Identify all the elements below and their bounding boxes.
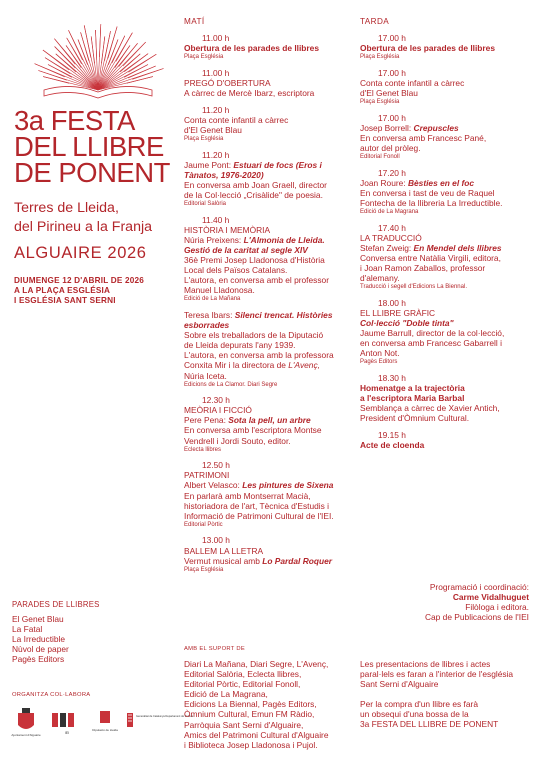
diputacio-logo — [88, 707, 122, 742]
book-page-ray — [120, 54, 140, 72]
event-text: i Joan Ramon Zaballos, professor — [360, 262, 486, 273]
event-line — [184, 491, 354, 501]
event-line — [184, 371, 354, 381]
event-text: historiadora de l'art, Tècnica d'Estudis i — [184, 500, 330, 511]
support-list — [184, 659, 359, 750]
event-text: d'El Genet Blau — [360, 87, 418, 98]
event-text: Sobre els treballadors de la Diputació — [184, 330, 324, 341]
event-line — [360, 328, 530, 338]
event-note: Plaça Església — [184, 566, 224, 573]
event-line — [184, 350, 354, 360]
event-line — [184, 125, 354, 135]
note-line: paral·lels es faran a l'interior de l'església — [360, 669, 514, 680]
afternoon-heading: TARDA — [360, 17, 390, 26]
event-note: Editorial Salòria — [184, 201, 227, 207]
book-page-ray — [84, 25, 91, 57]
event-time: 11.40 h — [202, 214, 230, 225]
book-page-ray — [56, 54, 76, 72]
event-text: esborrades — [184, 320, 230, 331]
event-text: Conta conte infantil a càrrec — [360, 77, 465, 88]
event-line — [184, 160, 354, 170]
event-line — [360, 318, 530, 328]
schedule-event — [360, 223, 530, 292]
event-note: Plaça Església — [360, 99, 400, 106]
support-line: Òmnium Cultural, Emun FM Ràdio, — [184, 709, 315, 720]
event-text: Pere Pena: — [184, 415, 229, 426]
book-page-ray — [124, 54, 148, 72]
svg-text:Ajuntament d'Alguaire: Ajuntament d'Alguaire — [11, 733, 41, 737]
coord-line: Cap de Publicacions de l'IEI — [424, 612, 529, 623]
event-text: PREGÓ D'OBERTURA — [184, 77, 271, 88]
event-text: Manuel Lladonosa. — [184, 285, 255, 296]
event-line — [360, 263, 530, 273]
stall-item: La Irreductible — [12, 634, 66, 645]
event-title: Silenci trencat. Històries — [234, 309, 333, 320]
event-text: EL LLIBRE GRÀFIC — [360, 307, 436, 318]
event-line — [360, 78, 530, 88]
event-line — [360, 383, 530, 393]
morning-heading: MATÍ — [184, 17, 205, 26]
book-illustration — [38, 12, 158, 104]
stall-item: Pagès Editors — [12, 654, 65, 665]
event-time: 17.00 h — [378, 33, 406, 43]
schedule-event — [360, 430, 530, 450]
event-text: Obertura de les parades de llibres — [184, 43, 319, 54]
book-page-ray — [55, 47, 76, 69]
event-text: Conversa entre Natàlia Virgili, editora, — [360, 252, 501, 263]
event-text: Vermut musical amb — [184, 555, 263, 566]
event-note: Traducció i segell d'Edicions La Biennal. — [360, 284, 467, 291]
date-line: I ESGLÉSIA SANT SERNI — [14, 295, 116, 305]
support-line: Editorial Salòria, Eclecta llibres, — [184, 669, 302, 680]
event-text: En conversa i tast de veu de Raquel — [360, 187, 495, 198]
event-line — [184, 340, 354, 350]
event-note: Editorial Fonoll — [360, 154, 400, 161]
event-text: 36è Premi Josep Lladonosa d'Història — [184, 254, 325, 265]
event-line — [360, 88, 530, 98]
stall-item: Nùvol de paper — [12, 644, 69, 655]
event-text: d'El Genet Blau — [184, 124, 242, 135]
svg-text:Diputació de Lleida: Diputació de Lleida — [92, 728, 118, 732]
event-line — [360, 253, 530, 263]
event-text: HISTÒRIA I MEMÒRIA — [184, 224, 271, 235]
event-line — [360, 143, 530, 153]
event-italic: L'Avenç, — [288, 360, 320, 371]
event-time: 11.20 h — [202, 149, 230, 160]
event-line — [184, 425, 354, 435]
coord-line: Programació i coordinació: — [429, 582, 529, 592]
stall-item: La Fatal — [12, 624, 43, 635]
event-text: L'autora, en conversa amb la professora — [184, 350, 334, 361]
event-line — [184, 78, 354, 88]
event-line — [360, 198, 530, 208]
coord-line: Filòloga i editora. — [465, 602, 529, 613]
event-title: L'Almonia de Lleida. — [243, 234, 325, 245]
book-page-ray — [123, 42, 146, 66]
venue-note — [360, 659, 535, 730]
date-line: DIUMENGE 12 D'ABRIL DE 2026 — [14, 276, 145, 285]
event-line — [184, 285, 354, 295]
event-time: 11.00 h — [202, 67, 230, 78]
event-time: 17.40 h — [378, 222, 406, 233]
morning-events — [184, 33, 354, 574]
event-text: autor del pròleg. — [360, 142, 421, 153]
event-title: Lo Pardal Roquer — [262, 555, 333, 566]
event-time: 12.50 h — [202, 460, 230, 471]
coordination-credit — [425, 582, 529, 622]
event-text: Col·lecció "Doble tinta" — [360, 317, 454, 328]
event-line — [184, 480, 354, 490]
alguaire-council-logo — [11, 707, 41, 742]
event-text: Joan Roure: — [360, 177, 408, 188]
event-text: Homenatge a la trajectòria — [360, 383, 465, 393]
event-text: L'autora, en conversa amb el professor — [184, 275, 329, 286]
svg-text:Generalitat de Catalunya Depar: Generalitat de Catalunya Departament de Cultura — [136, 715, 194, 718]
event-text: En conversa amb Francesc Pané, — [360, 132, 487, 143]
event-time: 19.15 h — [378, 429, 406, 440]
event-line — [360, 178, 530, 188]
book-page-ray — [43, 50, 69, 70]
event-text: Tànatos, 1976-2020) — [184, 169, 264, 180]
schedule-event — [184, 310, 354, 389]
event-line — [184, 245, 354, 255]
event-line — [184, 360, 354, 370]
event-time: 17.00 h — [378, 67, 406, 78]
note-line: Les presentacions de llibres i actes — [360, 659, 491, 669]
event-note: Eclecta llibres — [184, 446, 222, 453]
event-text: Teresa Ibars: — [184, 309, 235, 320]
event-line — [184, 511, 354, 521]
event-line — [184, 320, 354, 330]
event-text: En parlarà amb Montserrat Macià, — [184, 490, 311, 501]
book-page-ray — [127, 77, 153, 84]
support-line: Parròquia Sant Serni d'Alguaire, — [184, 719, 304, 730]
event-text: Conxita Mir i la directora de — [184, 360, 289, 371]
morning-schedule — [184, 17, 354, 580]
event-line — [184, 546, 354, 556]
schedule-event — [360, 68, 530, 106]
event-note: Editorial Pòrtic — [184, 521, 223, 528]
book-page-ray — [105, 31, 111, 60]
event-text: a l'escriptora Maria Barbal — [360, 393, 465, 404]
event-note: Plaça Església — [184, 54, 224, 61]
afternoon-schedule — [360, 17, 530, 457]
title-line: 3a FESTA — [14, 105, 135, 136]
coordinator-name: Carme Vidalhuguet — [452, 592, 529, 603]
svg-text:IEI: IEI — [64, 731, 70, 735]
event-note: Pagès Editors — [360, 359, 398, 366]
generalitat-logo — [126, 707, 194, 742]
event-text: En conversa amb Joan Graell, director — [184, 179, 327, 190]
support-heading: AMB EL SUPORT DE — [184, 646, 246, 652]
event-line — [184, 88, 354, 98]
event-line — [360, 338, 530, 348]
support-line: i Biblioteca Josep Lladonosa i Pujol. — [184, 739, 318, 750]
support-line: Editorial Pòrtic, Editorial Fonoll, — [184, 679, 301, 690]
schedule-event — [360, 298, 530, 367]
event-time: 17.20 h — [378, 167, 406, 178]
event-time: 12.30 h — [202, 395, 230, 406]
schedule-event — [184, 535, 354, 573]
afternoon-events — [360, 33, 530, 450]
event-line — [360, 188, 530, 198]
note-line: un obsequi d'una bossa de la — [360, 709, 469, 720]
event-text: de la Col·lecció „Crisàlide" de poesia. — [184, 189, 323, 200]
stall-item: El Genet Blau — [12, 614, 64, 624]
event-text: Acte de cloenda — [360, 440, 425, 451]
event-text: Josep Borrell: — [360, 122, 414, 133]
event-line — [184, 470, 354, 480]
event-title: Sota la pell, un arbre — [228, 415, 311, 426]
subtitle-line: del Pirineu a la Franja — [14, 218, 153, 235]
event-text: Jaume Barrull, director de la col·lecció, — [360, 328, 505, 339]
support-line: Amics del Patrimoni Cultural d'Alguaire — [184, 729, 329, 740]
event-line — [184, 225, 354, 235]
event-time: 11.20 h — [202, 104, 230, 115]
stalls-list — [12, 614, 69, 664]
event-text: Jaume Pont: — [184, 159, 234, 170]
event-line — [184, 556, 354, 566]
event-text: Stefan Zweig: — [360, 242, 414, 253]
event-line — [184, 190, 354, 200]
event-line — [360, 308, 530, 318]
event-line — [184, 501, 354, 511]
event-text: Fontecha de la llibreria La Irreductible. — [360, 197, 503, 208]
event-title: Bèsties en el foc — [407, 177, 475, 188]
book-page-ray — [96, 30, 97, 60]
event-title: Les pintures de Sixena — [242, 480, 334, 491]
event-line — [360, 413, 530, 423]
event-text: Informació de Patrimoni Cultural de l'IEI. — [184, 510, 334, 521]
event-line — [184, 405, 354, 415]
event-time: 18.00 h — [378, 297, 406, 308]
event-line — [184, 43, 354, 53]
schedule-event — [184, 105, 354, 143]
event-text: BALLEM LA LLETRA — [184, 545, 264, 556]
event-line — [184, 415, 354, 425]
event-line — [360, 393, 530, 403]
event-line — [184, 115, 354, 125]
schedule-event — [360, 168, 530, 216]
note-line: Sant Serni d'Alguaire — [360, 679, 439, 690]
event-text: Obertura de les parades de llibres — [360, 43, 495, 54]
event-time: 17.00 h — [378, 112, 406, 123]
organizers-heading: ORGANITZA COL·LABORA — [12, 692, 91, 698]
support-line: Edició de La Magrana, — [184, 689, 268, 700]
festival-title — [14, 105, 170, 188]
schedule-event — [360, 373, 530, 423]
event-line — [184, 310, 354, 320]
event-date — [14, 276, 144, 305]
event-text: Gestió de la caritat al segle XIV — [184, 244, 308, 255]
event-line — [184, 180, 354, 190]
event-line — [184, 235, 354, 245]
event-text: de Lleida depurats l'any 1939. — [184, 340, 296, 351]
schedule-event — [360, 33, 530, 61]
title-line: DEL LLIBRE — [14, 131, 164, 162]
event-line — [360, 440, 530, 450]
event-title: Estuari de focs (Eros i — [233, 159, 322, 170]
event-line — [360, 403, 530, 413]
event-text: Vendrell i Jordi Souto, editor. — [184, 435, 291, 446]
schedule-event — [184, 460, 354, 529]
event-line — [184, 170, 354, 180]
place-year: ALGUAIRE 2026 — [14, 244, 147, 262]
support-line: Diari La Mañana, Diari Segre, L'Avenç, — [184, 659, 329, 669]
event-text: Núria Iceta. — [184, 370, 227, 381]
event-line — [184, 255, 354, 265]
event-time: 13.00 h — [202, 535, 230, 546]
event-line — [360, 273, 530, 283]
schedule-event — [184, 33, 354, 61]
event-text: A càrrec de Mercè Ibarz, escriptora — [184, 87, 315, 98]
event-text: En conversa amb l'escriptora Montse — [184, 425, 322, 436]
event-note: Edició de La Mañana — [184, 296, 241, 303]
book-page-ray — [129, 54, 157, 72]
event-line — [360, 43, 530, 53]
subtitle-line: Terres de Lleida, — [14, 200, 119, 216]
stalls-heading: PARADES DE LLIBRES — [12, 600, 100, 609]
event-text: d'alemany. — [360, 273, 400, 284]
event-line — [360, 233, 530, 243]
book-page-ray — [45, 58, 70, 74]
event-text: Albert Velasco: — [184, 480, 243, 491]
event-text: Núria Preixens: — [184, 234, 244, 245]
iei-logo — [50, 707, 84, 742]
event-text: en conversa amb Francesc Gabarrell i — [360, 338, 502, 349]
date-line: A LA PLAÇA ESGLÉSIA — [14, 285, 111, 295]
event-note: Edicions de La Clamor. Diari Segre — [184, 381, 278, 388]
schedule-event — [184, 395, 354, 453]
event-time: 11.00 h — [202, 33, 230, 43]
event-text: President d'Òmnium Cultural. — [360, 413, 470, 424]
event-line — [184, 275, 354, 285]
event-title: En Mendel dels llibres — [413, 242, 502, 253]
note-line: 3a FESTA DEL LLIBRE DE PONENT — [360, 719, 499, 730]
event-note: Plaça Església — [360, 54, 400, 61]
event-title: Crepuscles — [413, 122, 459, 133]
event-text: LA TRADUCCIÓ — [360, 232, 422, 243]
event-line — [360, 133, 530, 143]
event-text: Conta conte infantil a càrrec — [184, 114, 289, 125]
note-spacer — [360, 689, 535, 699]
event-line — [360, 243, 530, 253]
event-line — [184, 330, 354, 340]
note-line: Per la compra d'un llibre es farà — [360, 699, 478, 710]
book-page-ray — [100, 24, 101, 57]
schedule-event — [360, 113, 530, 161]
schedule-event — [184, 150, 354, 208]
event-text: MEÒRIA I FICCIÓ — [184, 405, 252, 416]
title-line: DE PONENT — [14, 157, 170, 188]
event-note: Plaça Església — [184, 135, 224, 142]
event-note: Edició de La Magrana — [360, 209, 419, 215]
event-text: Anton Not. — [360, 348, 400, 359]
festival-subtitle — [14, 199, 152, 236]
event-line — [184, 265, 354, 275]
event-line — [184, 436, 354, 446]
event-text: Semblança a càrrec de Xavier Antich, — [360, 403, 500, 414]
event-text: PATRIMONI — [184, 470, 230, 481]
event-text: Local dels Països Catalans. — [184, 265, 288, 276]
schedule-event — [184, 215, 354, 304]
event-line — [360, 348, 530, 358]
schedule-event — [184, 68, 354, 98]
support-line: Edicions La Biennal, Pagès Editors, — [184, 699, 317, 710]
event-time: 18.30 h — [378, 372, 406, 383]
event-line — [360, 123, 530, 133]
